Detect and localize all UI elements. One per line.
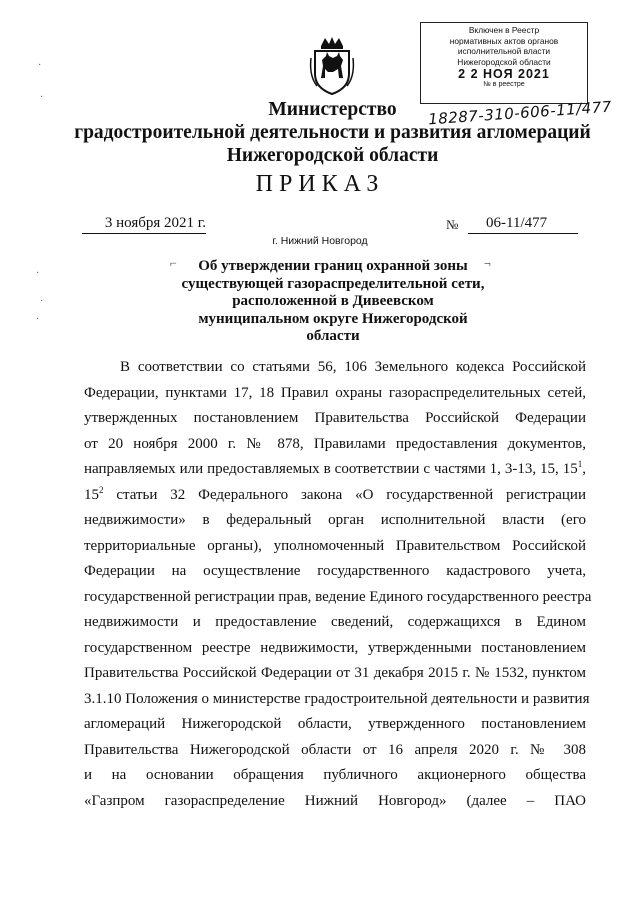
- subject-line: области: [306, 328, 360, 344]
- body-line: [84, 457, 586, 483]
- stamp-line: нормативных актов органов: [449, 35, 559, 46]
- order-date: 3 ноября 2021 г.: [82, 215, 206, 234]
- scan-mark: ·: [40, 92, 44, 103]
- body-line: государственной регистрации прав, ведение Единого государственного реестра: [84, 588, 592, 605]
- body-line: от 20 ноября 2000 г. № 878, Правилами предоставления документов,: [84, 435, 586, 452]
- order-body: [84, 355, 592, 814]
- corner-mark: ¬: [484, 256, 491, 270]
- stamp-registry-label: № в реестре: [483, 80, 525, 88]
- number-sign: №: [446, 217, 459, 232]
- body-text-fragment: ,: [582, 461, 586, 477]
- body-line: государственном реестре недвижимости, утвержденными постановлением: [84, 639, 586, 656]
- body-line: утвержденных постановлением Правительства Российской Федерации: [84, 410, 586, 426]
- subject-line: муниципальном округе Нижегородской: [198, 310, 468, 327]
- body-line: Федерации, пунктами 17, 18 Правил охраны газораспределительных сетей,: [84, 384, 586, 401]
- scan-mark: ·: [38, 60, 42, 71]
- body-line: [84, 483, 586, 509]
- body-line: агломераций Нижегородской области, утвержденного постановлением: [84, 716, 586, 732]
- registry-stamp: [420, 22, 588, 104]
- body-line: территориальные органы), уполномоченный Правительством Российской: [84, 537, 586, 554]
- stamp-line: Нижегородской области: [457, 56, 551, 67]
- body-line: и на основании обращения публичного акционерного общества: [84, 767, 586, 783]
- stamp-line: Включен в Реестр: [468, 25, 540, 35]
- ministry-name: [60, 98, 605, 167]
- body-line: В соответствии со статьями 56, 106 Земельного кодекса Российской: [120, 359, 586, 375]
- body-text-fragment: направляемых или предоставляемых в соответствии с частями 1, 3-13, 15, 15: [84, 461, 578, 477]
- registry-handwritten-number: 18287-310-606-11/477: [427, 97, 613, 129]
- subject-line: существующей газораспределительной сети,: [181, 275, 485, 292]
- subject-line: расположенной в Дивеевском: [232, 293, 434, 309]
- body-line: 3.1.10 Положения о министерстве градостроительной деятельности и развития: [84, 690, 590, 707]
- scan-mark: ·: [36, 314, 40, 325]
- body-line: «Газпром газораспределение Нижний Новгород» (далее – ПАО: [84, 792, 586, 809]
- city: г. Нижний Новгород: [272, 235, 368, 247]
- scan-mark: ·: [40, 296, 44, 307]
- order-subject: [178, 258, 488, 346]
- body-line: недвижимости и предоставление сведений, содержащихся в Едином: [84, 614, 586, 630]
- body-text-fragment: 15: [84, 486, 99, 503]
- stamp-date: 2 2 НОЯ 2021: [458, 67, 550, 82]
- document-type: ПРИКАЗ: [255, 171, 385, 197]
- ministry-line: Нижегородской области: [226, 145, 439, 166]
- scan-mark: ·: [36, 268, 40, 279]
- stamp-line: исполнительной власти: [457, 46, 551, 57]
- body-text-fragment: статьи 32 Федерального закона «О государственной регистрации: [103, 486, 586, 503]
- corner-mark: ⌐: [170, 256, 177, 270]
- body-line: недвижимости» в федеральный орган исполнительной власти (его: [84, 512, 586, 528]
- body-line: Правительства Нижегородской области от 16 апреля 2020 г. № 308: [84, 741, 586, 758]
- body-line: Федерации на осуществление государственного кадастрового учета,: [84, 563, 586, 579]
- ministry-line: градостроительной деятельности и развития агломераций: [74, 122, 591, 143]
- superscript: 1: [577, 459, 583, 469]
- ministry-line: Министерство: [268, 99, 397, 120]
- coat-of-arms-icon: [309, 36, 355, 98]
- subject-line: Об утверждении границ охранной зоны: [198, 258, 468, 274]
- order-number: 06-11/477: [468, 215, 578, 234]
- body-line: Правительства Российской Федерации от 31 декабря 2015 г. № 1532, пунктом: [84, 665, 586, 681]
- superscript: 2: [99, 484, 104, 495]
